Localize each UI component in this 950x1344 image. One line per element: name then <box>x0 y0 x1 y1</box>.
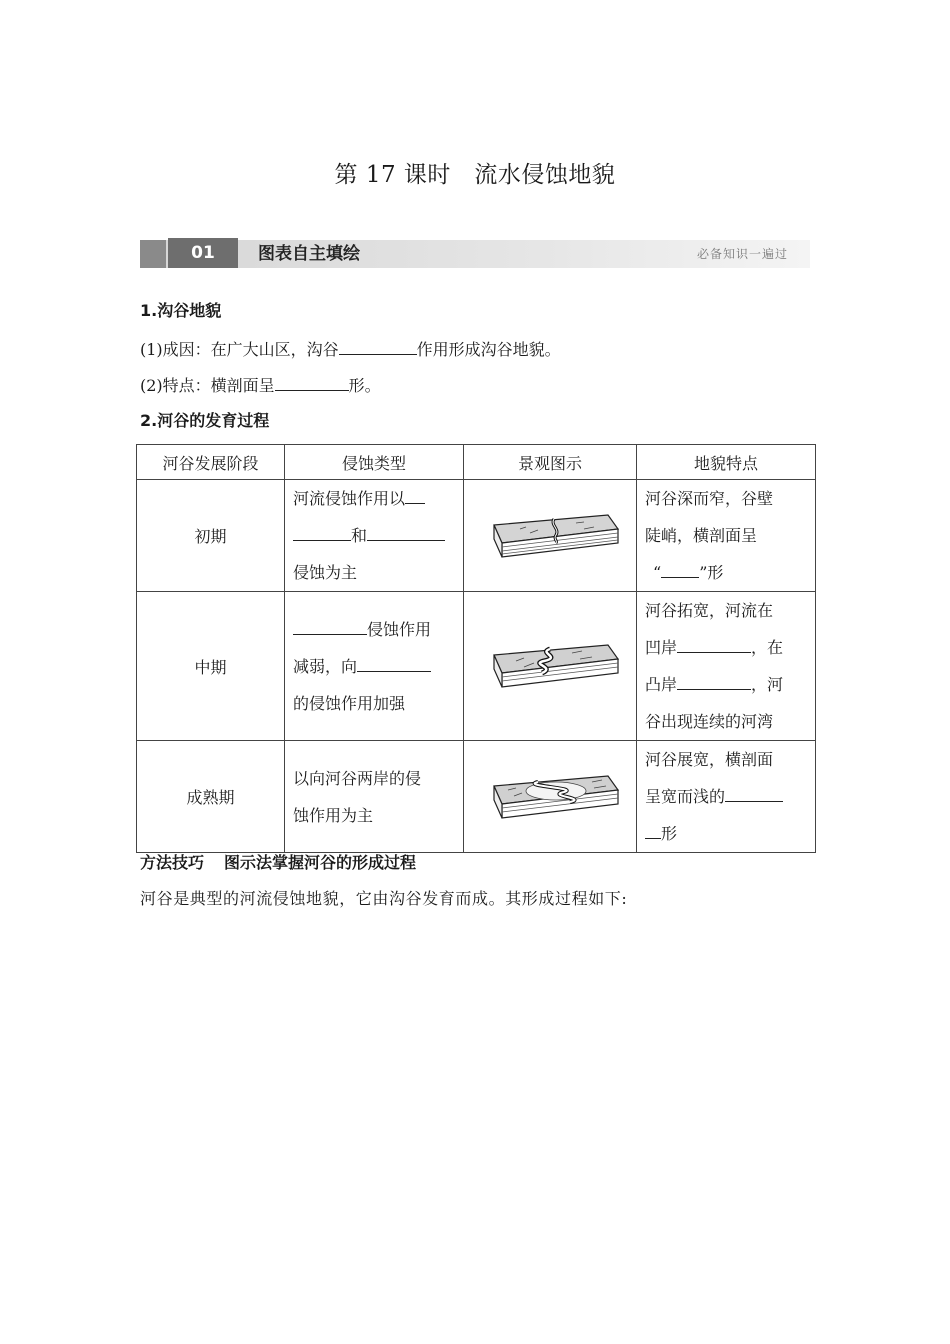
answer-blank[interactable] <box>725 785 783 802</box>
method-tip <box>140 850 436 873</box>
answer-blank[interactable] <box>367 524 445 541</box>
q1-line1 <box>140 338 561 361</box>
page-title: 第 17 课时 流水侵蚀地貌 <box>334 162 616 188</box>
feature-text: ”形 <box>699 563 724 582</box>
section-number: 01 <box>168 238 238 268</box>
type-cell <box>285 592 464 741</box>
table-row <box>137 480 816 592</box>
header-picture: 景观图示 <box>464 445 637 480</box>
type-text: 蚀作用为主 <box>293 805 374 825</box>
type-text: 的侵蚀作用加强 <box>293 693 406 713</box>
answer-blank[interactable] <box>661 561 699 578</box>
type-text: 减弱，向 <box>293 656 358 676</box>
feature-text: 凹岸 <box>645 638 678 657</box>
valley-table <box>136 444 816 853</box>
q1-line2 <box>140 374 381 397</box>
q2-heading: 2.河谷的发育过程 <box>140 411 270 430</box>
middle-valley-picture <box>464 592 637 741</box>
answer-blank[interactable] <box>275 374 349 391</box>
feature-text: 河谷展宽，横剖面 <box>645 750 774 769</box>
q1-line2-pre: (2)特点：横剖面呈 <box>140 376 275 395</box>
answer-blank[interactable] <box>677 673 751 690</box>
feature-text: 谷出现连续的河湾 <box>645 712 774 731</box>
type-text: 侵蚀作用 <box>367 619 432 639</box>
section-subtitle: 必备知识一遍过 <box>696 247 788 261</box>
feature-cell <box>637 741 816 853</box>
type-text: 河流侵蚀作用以 <box>293 489 406 508</box>
type-cell <box>285 480 464 592</box>
answer-blank[interactable] <box>339 338 417 355</box>
table-row <box>137 592 816 741</box>
answer-blank[interactable] <box>405 487 425 504</box>
feature-text: 河谷深而窄，谷壁 <box>645 489 774 508</box>
answer-blank[interactable] <box>357 655 431 672</box>
early-valley-picture <box>464 480 637 592</box>
feature-text: 形 <box>661 824 678 843</box>
mature-valley-picture <box>464 741 637 853</box>
table-header-row <box>137 445 816 480</box>
feature-text: 呈宽而浅的 <box>645 787 726 806</box>
type-cell <box>285 741 464 853</box>
tip-label: 方法技巧 <box>140 853 205 872</box>
stage-cell: 成熟期 <box>137 741 285 853</box>
table-row <box>137 741 816 853</box>
answer-blank[interactable] <box>677 636 751 653</box>
q1-line1-pre: (1)成因：在广大山区，沟谷 <box>140 340 339 359</box>
q1-heading: 1.沟谷地貌 <box>140 301 222 320</box>
header-type: 侵蚀类型 <box>285 445 464 480</box>
answer-blank[interactable] <box>645 822 661 839</box>
mature-valley-block-diagram <box>480 764 620 830</box>
early-valley-block-diagram <box>480 503 620 569</box>
feature-text: 凸岸 <box>645 675 678 694</box>
feature-cell <box>637 592 816 741</box>
intro-paragraph: 河谷是典型的河流侵蚀地貌，它由沟谷发育而成。其形成过程如下: <box>140 889 628 908</box>
feature-text: ，在 <box>751 638 784 657</box>
type-text: 以向河谷两岸的侵 <box>293 768 422 788</box>
feature-cell <box>637 480 816 592</box>
type-text: 侵蚀为主 <box>293 563 358 582</box>
type-text: 和 <box>351 526 368 545</box>
banner-cap <box>140 240 166 268</box>
header-feature: 地貌特点 <box>637 445 816 480</box>
feature-text: “ <box>653 563 662 582</box>
section-banner <box>140 238 810 270</box>
feature-text: ，河 <box>751 675 784 694</box>
answer-blank[interactable] <box>293 618 367 635</box>
middle-valley-block-diagram <box>480 633 620 699</box>
header-stage: 河谷发展阶段 <box>137 445 285 480</box>
answer-blank[interactable] <box>293 524 351 541</box>
feature-text: 陡峭，横剖面呈 <box>645 526 758 545</box>
stage-cell: 中期 <box>137 592 285 741</box>
stage-cell: 初期 <box>137 480 285 592</box>
feature-text: 河谷拓宽，河流在 <box>645 601 774 620</box>
tip-text: 图示法掌握河谷的形成过程 <box>224 853 417 872</box>
q1-line2-post: 形。 <box>348 376 381 395</box>
q1-line1-post: 作用形成沟谷地貌。 <box>416 340 561 359</box>
section-label: 图表自主填绘 <box>258 244 360 264</box>
